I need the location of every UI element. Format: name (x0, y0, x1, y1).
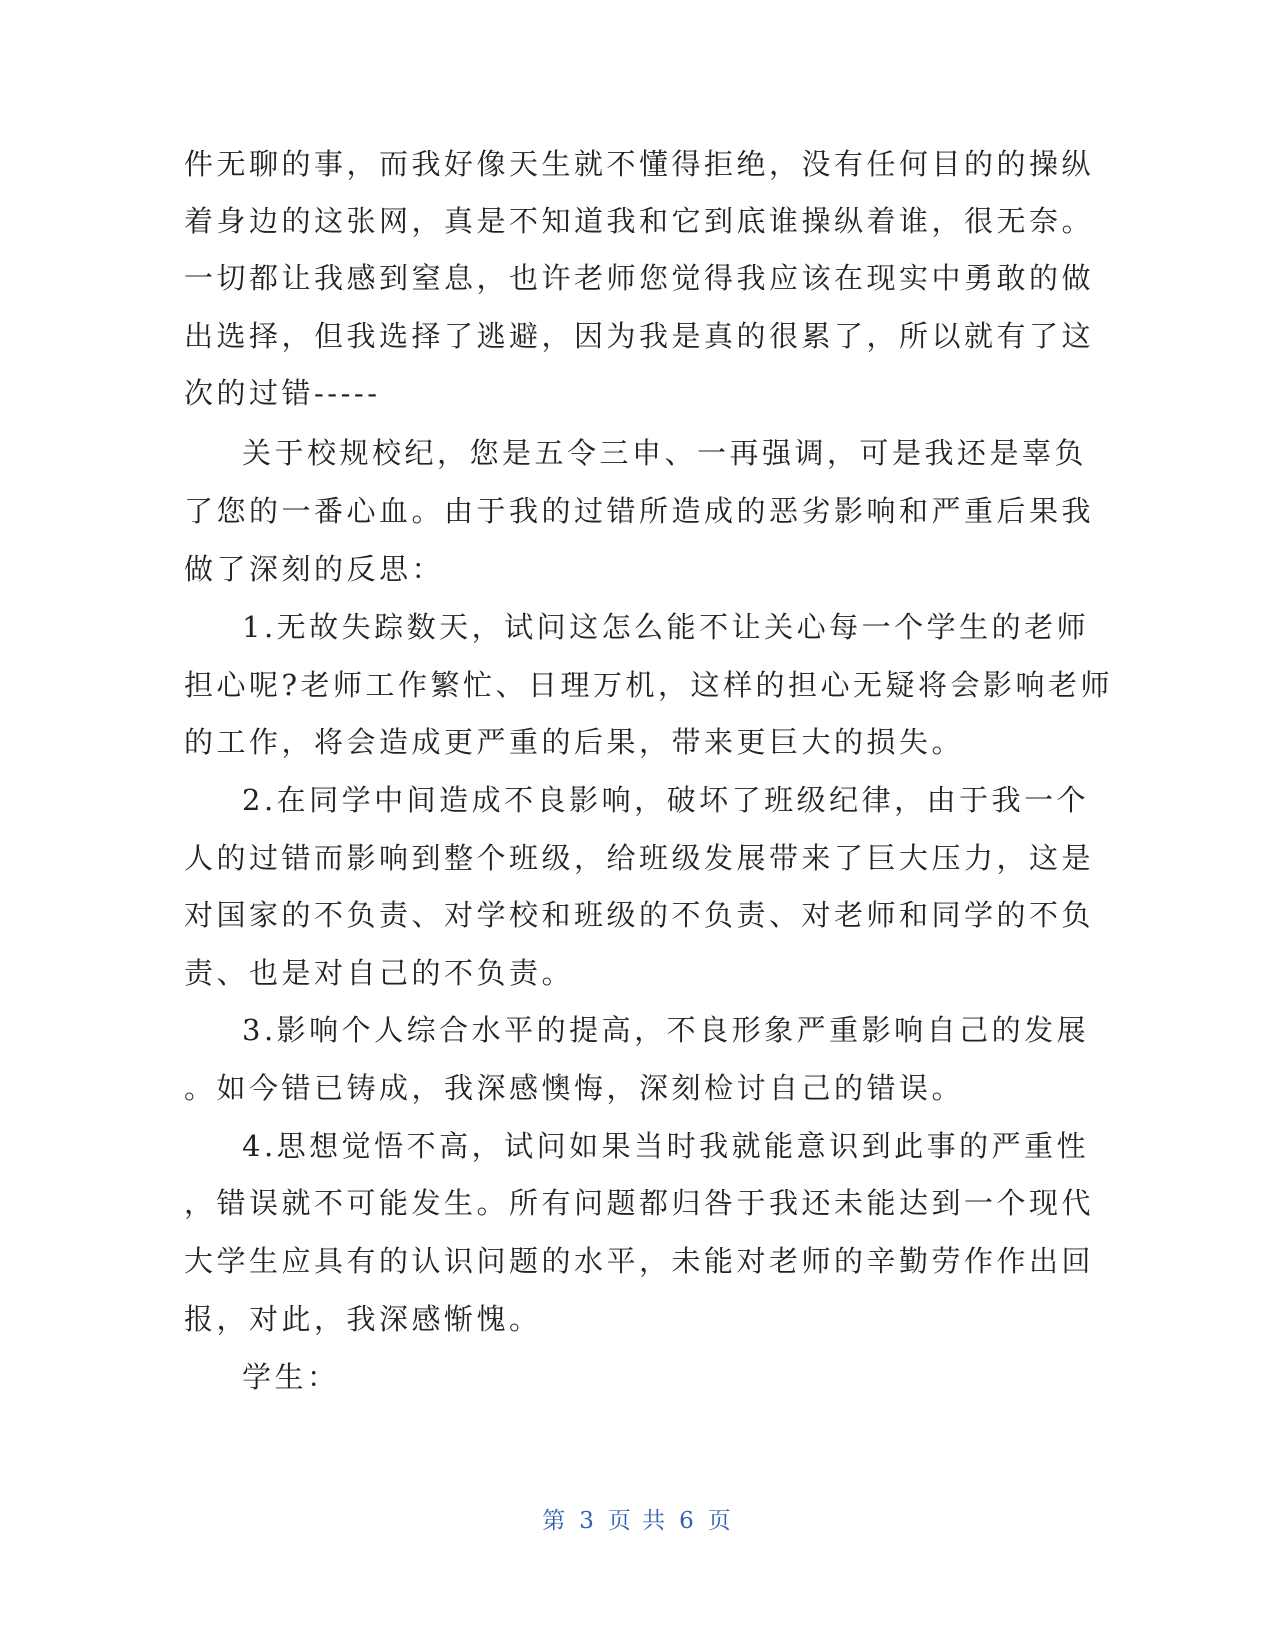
total-pages-number: 6 (679, 1508, 696, 1534)
list-item-1-line: 1.无故失踪数天，试问这怎么能不让关心每一个学生的老师 (242, 610, 1090, 644)
list-item-4-line: 4.思想觉悟不高，试问如果当时我就能意识到此事的严重性 (242, 1129, 1090, 1163)
text-line: ，错误就不可能发生。所有问题都归咎于我还未能达到一个现代 (184, 1186, 1095, 1220)
page-footer (0, 1502, 1275, 1535)
text-line: 件无聊的事，而我好像天生就不懂得拒绝，没有任何目的的操纵 (184, 147, 1095, 181)
footer-prefix: 第 (542, 1508, 568, 1534)
text-line: 一切都让我感到窒息，也许老师您觉得我应该在现实中勇敢的做 (184, 261, 1095, 295)
text-line: 出选择，但我选择了逃避，因为我是真的很累了，所以就有了这 (184, 319, 1095, 353)
text-line: 了您的一番心血。由于我的过错所造成的恶劣影响和严重后果我 (184, 494, 1095, 528)
list-item-3-line: 3.影响个人综合水平的提高，不良形象严重影响自己的发展 (242, 1013, 1090, 1047)
text-line: 担心呢?老师工作繁忙、日理万机，这样的担心无疑将会影响老师 (184, 668, 1114, 702)
text-line: 责、也是对自己的不负责。 (184, 956, 575, 990)
current-page-number: 3 (579, 1508, 596, 1534)
text-line: 报，对此，我深感惭愧。 (184, 1302, 542, 1336)
signature-label: 学生： (242, 1360, 340, 1394)
text-line: 的工作，将会造成更严重的后果，带来更巨大的损失。 (184, 725, 965, 759)
text-line: 人的过错而影响到整个班级，给班级发展带来了巨大压力，这是 (184, 841, 1095, 875)
paragraph-start-line: 关于校规校纪，您是五令三申、一再强调，可是我还是辜负 (242, 436, 1088, 470)
text-line: 。如今错已铸成，我深感懊悔，深刻检讨自己的错误。 (184, 1071, 965, 1105)
text-line: 大学生应具有的认识问题的水平，未能对老师的辛勤劳作作出回 (184, 1244, 1095, 1278)
text-line: 次的过错----- (184, 376, 381, 410)
footer-middle: 页 共 (607, 1508, 668, 1534)
text-line: 做了深刻的反思： (184, 552, 445, 586)
text-line: 着身边的这张网，真是不知道我和它到底谁操纵着谁，很无奈。 (184, 204, 1095, 238)
footer-suffix: 页 (707, 1508, 733, 1534)
list-item-2-line: 2.在同学中间造成不良影响，破坏了班级纪律，由于我一个 (242, 783, 1090, 817)
text-line: 对国家的不负责、对学校和班级的不负责、对老师和同学的不负 (184, 898, 1095, 932)
